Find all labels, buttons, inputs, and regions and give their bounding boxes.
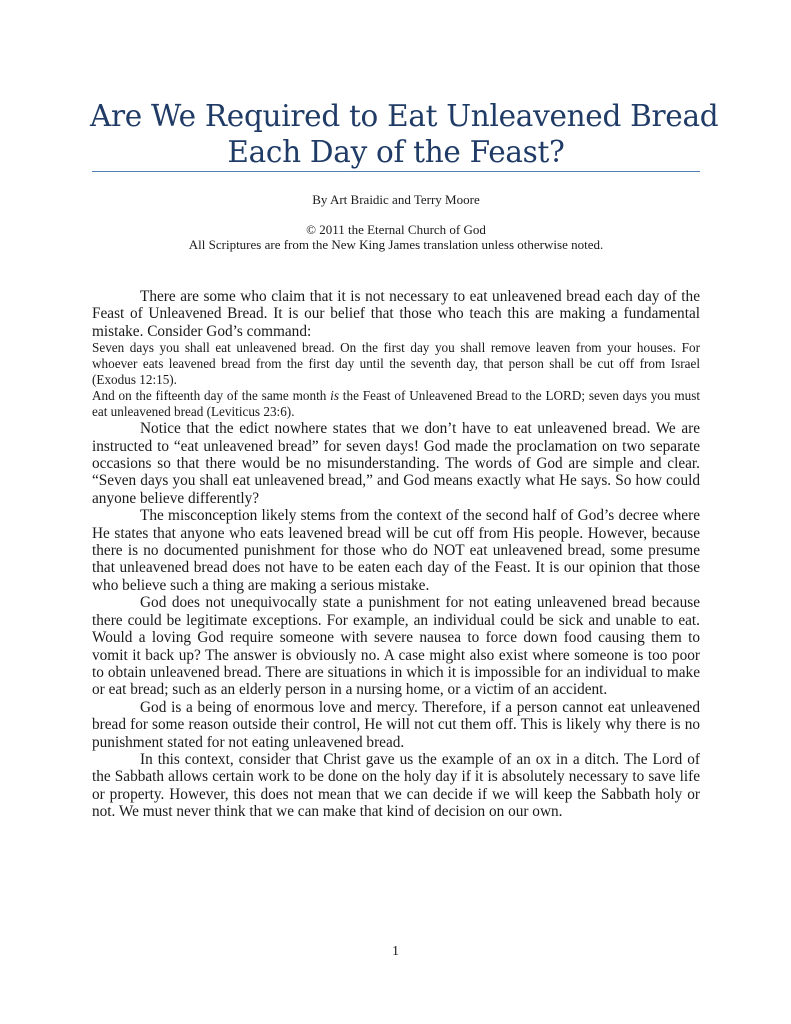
page-number: 1	[392, 944, 399, 959]
quote-text-after: the Feast of Unleavened Bread to the LORD; seven days you must eat unleavened bread (Leviticus 23:6).	[92, 388, 700, 420]
article-body	[92, 288, 700, 821]
copyright-notice: © 2011 the Eternal Church of God	[306, 222, 486, 237]
title-line-1: Are We Required to Eat Unleavened Bread	[90, 99, 719, 133]
paragraph-4: God does not unequivocally state a punishment for not eating unleavened bread because there could be legitimate exceptions. For example, an individual could be sick and unable to eat. Would a loving God require someone with severe nausea to force down food causing them to vomit it back up? The answer is obviously no. A case might also exist where someone is too poor to obtain unleavened bread. There are situations in which it is impossible for an individual to make or eat bread; such as an elderly person in a nursing home, or a victim of an accident.	[92, 594, 700, 699]
scripture-note: All Scriptures are from the New King James translation unless otherwise noted.	[188, 237, 604, 252]
paragraph-1: There are some who claim that it is not necessary to eat unleavened bread each day of the Feast of Unleavened Bread. It is our belief that those who teach this are making a fundamental mistake. Consider God’s command:	[92, 288, 700, 340]
byline: By Art Braidic and Terry Moore	[312, 192, 480, 207]
block-quote-leviticus	[92, 388, 700, 420]
title-line-2: Each Day of the Feast?	[227, 135, 565, 169]
paragraph-3: The misconception likely stems from the context of the second half of God’s decree where He states that anyone who eats leavened bread will be cut off from His people. However, because there is no documented punishment for those who do NOT eat unleavened bread, some presume that unleavened bread does not have to be eaten each day of the Feast. It is our opinion that those who believe such a thing are making a serious mistake.	[92, 507, 700, 594]
quote-italic-word: is	[330, 388, 339, 404]
quote-text-before: And on the fifteenth day of the same month	[92, 388, 331, 404]
block-quote-exodus: Seven days you shall eat unleavened bread. On the first day you shall remove leaven from your houses. For whoever eats leavened bread from the first day until the seventh day, that person shall be cut off from Israel (Exodus 12:15).	[92, 340, 700, 388]
paragraph-6: In this context, consider that Christ gave us the example of an ox in a ditch. The Lord of the Sabbath allows certain work to be done on the holy day if it is absolutely necessary to save life or property. However, this does not mean that we can decide if we will keep the Sabbath holy or not. We must never think that we can make that kind of decision on our own.	[92, 750, 700, 821]
paragraph-5: God is a being of enormous love and mercy. Therefore, if a person cannot eat unleavened bread for some reason outside their control, He will not cut them off. This is likely why there is no punishment stated for not eating unleavened bread.	[92, 698, 700, 751]
title-divider	[92, 171, 700, 172]
paragraph-2: Notice that the edict nowhere states that we don’t have to eat unleavened bread. We are instructed to “eat unleavened bread” for seven days! God made the proclamation on two separate occasions so that there would be no misunderstanding. The words of God are simple and clear. “Seven days you shall eat unleavened bread,” and God means exactly what He says. So how could anyone believe differently?	[92, 420, 700, 507]
page-title	[90, 98, 719, 170]
